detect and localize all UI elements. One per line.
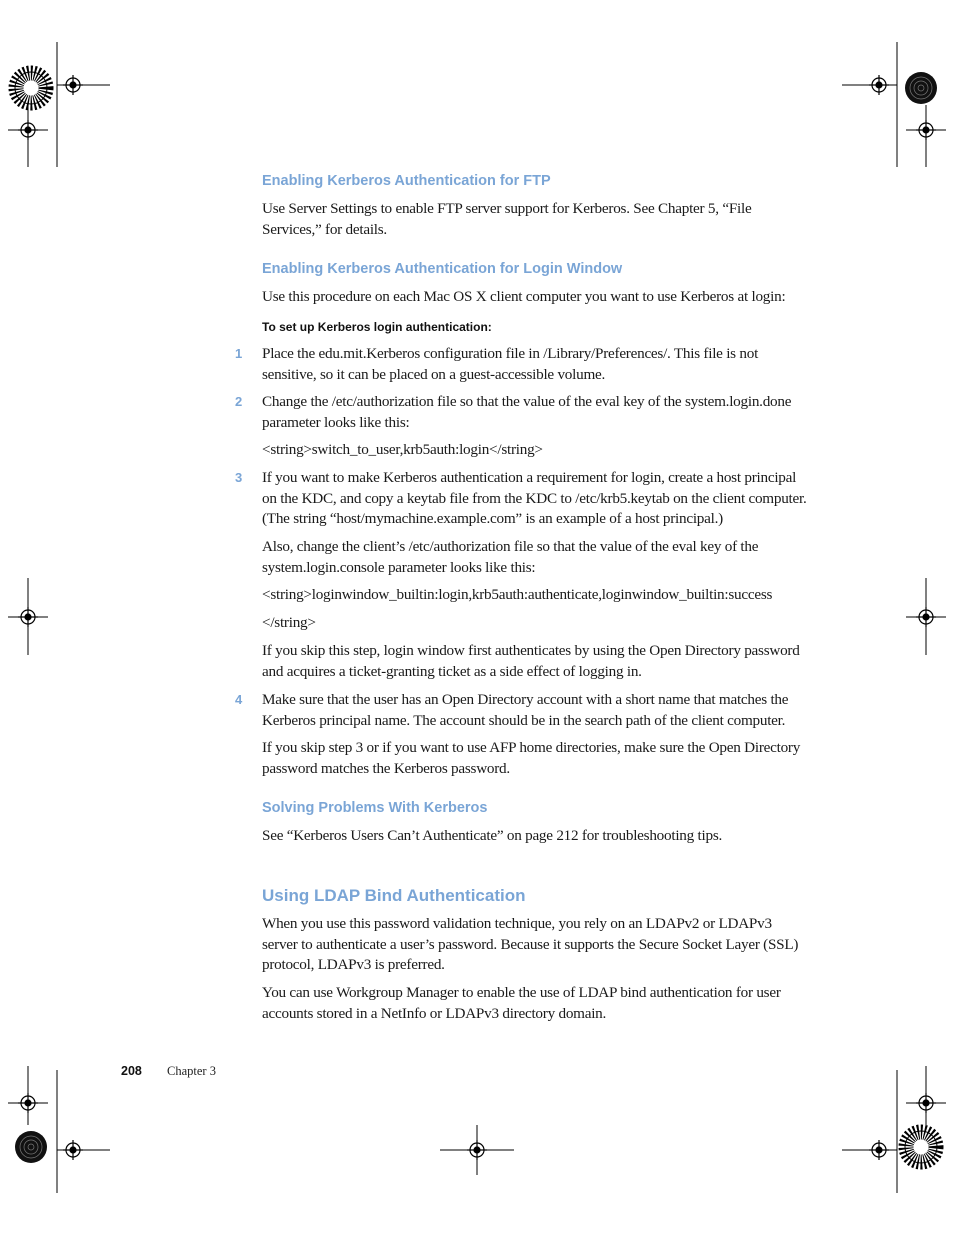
- paragraph-solving: See “Kerberos Users Can’t Authenticate” on page 212 for troubleshooting tips.: [262, 827, 723, 844]
- paragraph-ldap-2: You can use Workgroup Manager to enable the use of LDAP bind authentication for user accounts stored in a NetInfo or LDAPv3 directory domain.: [262, 984, 781, 1022]
- step-continuation: Also, change the client’s /etc/authorization file so that the value of the eval key of the system.login.console parameter looks like this:: [262, 538, 759, 576]
- step-number: 1: [235, 346, 243, 361]
- section-heading-ldap: Using LDAP Bind Authentication: [262, 886, 526, 905]
- step-number: 2: [235, 394, 243, 409]
- paragraph-login-intro: Use this procedure on each Mac OS X client computer you want to use Kerberos at login:: [262, 288, 786, 305]
- chapter-label: Chapter 3: [167, 1064, 216, 1078]
- step-text: Make sure that the user has an Open Directory account with a short name that matches the Kerberos principal name. The account should be in the search path of the client computer.: [262, 691, 789, 729]
- task-title: To set up Kerberos login authentication:: [262, 320, 492, 334]
- step-text: If you want to make Kerberos authentication a requirement for login, create a host principal on the KDC, and copy a keytab file from the KDC to /etc/krb5.keytab on the client computer. (The string “host/mymachine.example.com” is an example of a host principal.): [262, 469, 807, 527]
- code-line: </string>: [262, 614, 316, 631]
- section-heading-ftp: Enabling Kerberos Authentication for FTP: [262, 173, 551, 189]
- section-heading-solving: Solving Problems With Kerberos: [262, 800, 488, 816]
- paragraph-ldap-1: When you use this password validation technique, you rely on an LDAPv2 or LDAPv3 server to authenticate a user’s password. Because it supports the Secure Socket Layer (SSL) protocol, LDAPv3 is preferred.: [262, 915, 799, 973]
- step-note: If you skip step 3 or if you want to use AFP home directories, make sure the Open Directory password matches the Kerberos password.: [262, 739, 801, 777]
- code-line: <string>loginwindow_builtin:login,krb5auth:authenticate,loginwindow_builtin:success: [262, 586, 773, 603]
- page-number: 208: [121, 1064, 142, 1078]
- section-heading-login-window: Enabling Kerberos Authentication for Login Window: [262, 261, 623, 277]
- step-text: Place the edu.mit.Kerberos configuration file in /Library/Preferences/. This file is not sensitive, so it can be placed on a guest-accessible volume.: [262, 345, 759, 383]
- paragraph-ftp: Use Server Settings to enable FTP server support for Kerberos. See Chapter 5, “File Services,” for details.: [262, 200, 752, 238]
- code-line: <string>switch_to_user,krb5auth:login</string>: [262, 441, 543, 458]
- step-number: 3: [235, 470, 243, 485]
- step-number: 4: [235, 692, 243, 707]
- step-note: If you skip this step, login window first authenticates by using the Open Directory password and acquires a ticket-granting ticket as a side effect of logging in.: [262, 642, 800, 680]
- step-text: Change the /etc/authorization file so that the value of the eval key of the system.login.done parameter looks like this:: [262, 393, 792, 431]
